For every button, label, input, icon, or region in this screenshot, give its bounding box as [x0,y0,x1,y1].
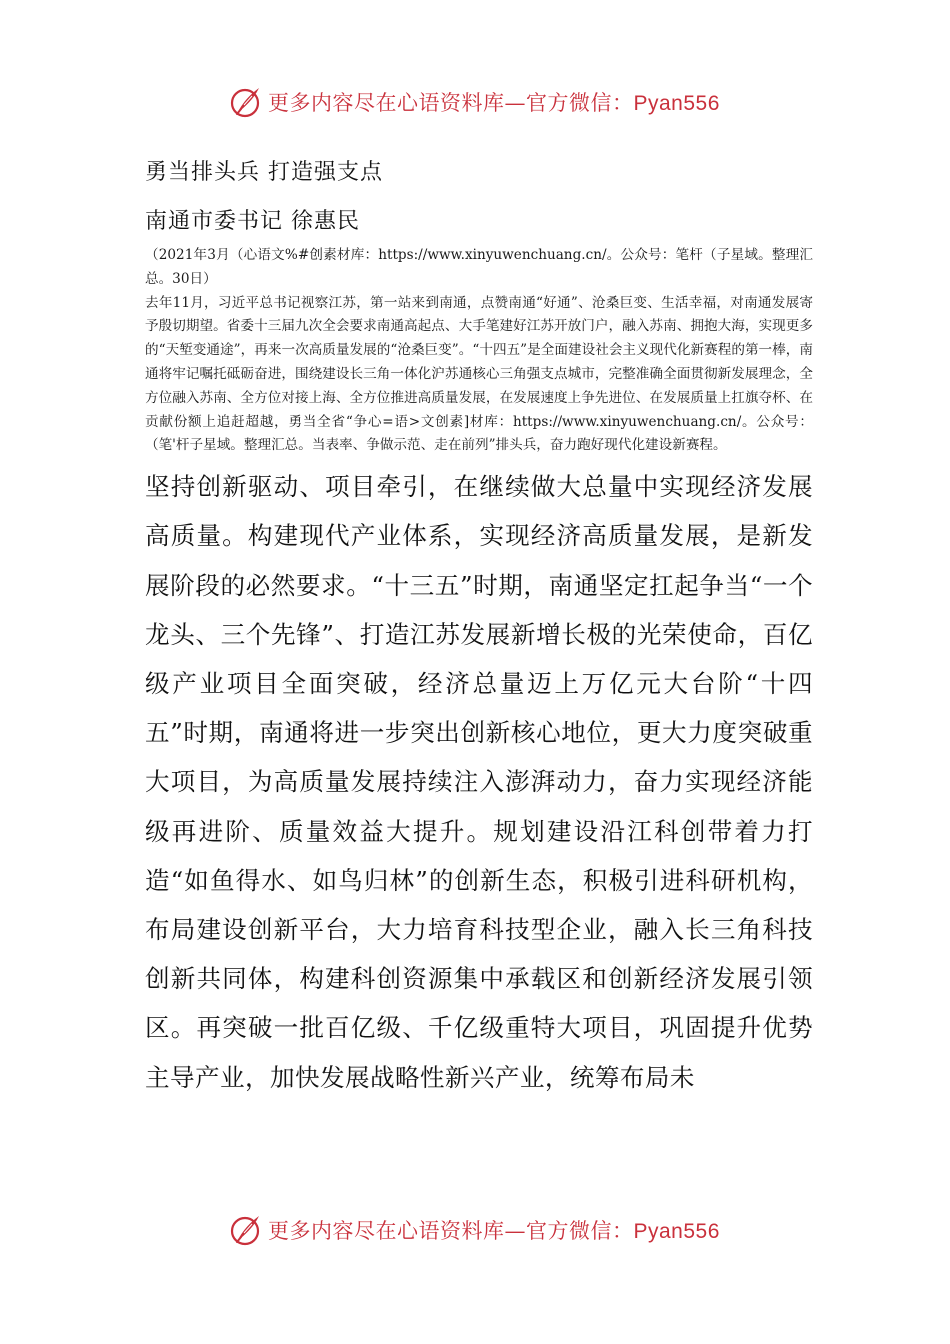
article-author: 南通市委书记 徐惠民 [145,209,360,234]
wechat-id: Pyan556 [633,1220,720,1243]
header-watermark-banner [228,82,748,122]
article-title: 勇当排头兵 打造强支点 [145,160,383,185]
quill-pen-circle-icon [228,1212,264,1248]
watermark-text: 更多内容尽在心语资料库—官方微信：Pyan556 [268,91,720,115]
intro-paragraph: 去年11月，习近平总书记视察江苏，第一站来到南通，点赞南通“好通”、沧桑巨变、生活幸福，对南通发展寄予殷切期望。省委十三届九次全会要求南通高起点、大手笔建好江苏开放门户，融入苏南、拥抱大海，实现更多的“天堑变通途”，再来一次高质量发展的“沧桑巨变”。“十四五”是全面建设社会主义现代化新赛程的第一棒，南通将牢记嘱托砥砺奋进，围绕建设长三角一体化沪苏通核心三角强支点城市，完整准确全面贯彻新发展理念，全方位融入苏南、全方位对接上海、全方位推进高质量发展，在发展速度上争先进位、在发展质量上扛旗夺杯、在贡献份额上追赶超越，勇当全省“争心=语>文创素]材库：https://www.xinyuwenchuang.cn/。公众号：（笔'杆子星域。整理汇总。当表率、争做示范、走在前列”排头兵，奋力跑好现代化建设新赛程。 [145,294,813,454]
wechat-id: Pyan556 [633,92,720,115]
quill-pen-circle-icon [228,84,264,120]
watermark-text: 更多内容尽在心语资料库—官方微信：Pyan556 [268,1219,720,1243]
footer-watermark-banner [228,1210,748,1250]
date-note: （2021年3月（心语文%#创素材库：https://www.xinyuwenchuang.cn/。公众号：笔杆（子星域。整理汇总。30日） [145,247,813,287]
body-paragraph: 坚持创新驱动、项目牵引，在继续做大总量中实现经济发展高质量。构建现代产业体系，实现经济高质量发展，是新发展阶段的必然要求。“十三五”时期，南通坚定扛起争当“一个龙头、三个先锋”、打造江苏发展新增长极的光荣使命，百亿级产业项目全面突破，经济总量迈上万亿元大台阶“十四五”时期，南通将进一步突出创新核心地位，更大力度突破重大项目，为高质量发展持续注入澎湃动力，奋力实现经济能级再进阶、质量效益大提升。规划建设沿江科创带着力打造“如鱼得水、如鸟归林”的创新生态，积极引进科研机构，布局建设创新平台，大力培育科技型企业，融入长三角科技创新共同体，构建科创资源集中承载区和创新经济发展引领区。再突破一批百亿级、千亿级重特大项目，巩固提升优势主导产业，加快发展战略性新兴产业，统筹布局未 [145,472,813,1092]
article [145,148,813,1102]
